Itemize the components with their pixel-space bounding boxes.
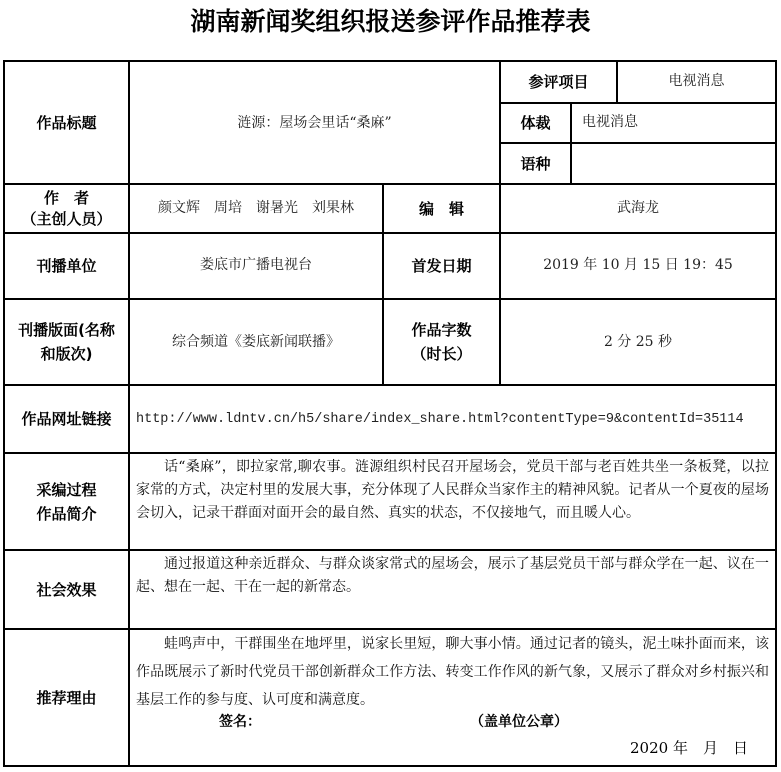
authors-value: 颜文辉 周培 谢暑光 刘果林 (128, 183, 384, 234)
first-release-date-value: 2019 年 10 月 15 日 19：45 (499, 232, 777, 300)
edition-value: 综合频道《娄底新闻联播》 (128, 298, 384, 386)
url-link[interactable]: http://www.ldntv.cn/h5/share/index_share.html?contentType=9&contentId=35114 (136, 411, 744, 427)
recommendation-date: 2020 年 月 日 (630, 739, 748, 757)
genre-label: 体裁 (499, 102, 572, 144)
editor-label: 编 辑 (382, 183, 501, 234)
process-label: 采编过程 作品简介 (3, 452, 130, 551)
process-value: 话“桑麻”，即拉家常,聊农事。涟源组织村民召开屋场会，党员干部与老百姓共坐一条板凳，以拉家常的方式，决定村里的发展大事，充分体现了人民群众当家作主的精神风貌。记者从一个夏夜的屋场会切入，记录干群面对面开会的最自然、真实的状态，不仅接地气，而且暖人心。 (128, 452, 777, 551)
recommendation-label: 推荐理由 (3, 628, 130, 767)
editor-value: 武海龙 (499, 183, 777, 234)
work-title-value: 涟源：屋场会里话“桑麻” (128, 60, 501, 185)
first-release-date-label: 首发日期 (382, 232, 501, 300)
url-value[interactable] (128, 384, 777, 454)
entry-category-label: 参评项目 (499, 60, 618, 104)
language-label: 语种 (499, 142, 572, 185)
work-title-label: 作品标题 (3, 60, 130, 185)
length-value: 2 分 25 秒 (499, 298, 777, 386)
publisher-label: 刊播单位 (3, 232, 130, 300)
genre-value: 电视消息 (570, 102, 777, 144)
recommendation-value: 蛙鸣声中，干群围坐在地坪里，说家长里短，聊大事小情。通过记者的镜头，泥土味扑面而来，该作品既展示了新时代党员干部创新群众工作方法、转变工作作风的新气象，又展示了群众对乡村振兴和基层工作的参与度、认可度和满意度。 (128, 628, 777, 767)
social-effect-value: 通过报道这种亲近群众、与群众谈家常式的屋场会，展示了基层党员干部与群众学在一起、议在一起、想在一起、干在一起的新常态。 (128, 549, 777, 630)
document-title: 湖南新闻奖组织报送参评作品推荐表 (190, 7, 591, 36)
entry-category-value: 电视消息 (616, 60, 777, 104)
edition-label: 刊播版面(名称 和版次) (3, 298, 130, 386)
authors-label: 作 者 （主创人员） (3, 183, 130, 234)
social-effect-label: 社会效果 (3, 549, 130, 630)
length-label: 作品字数 （时长） (382, 298, 501, 386)
language-value (570, 142, 777, 185)
publisher-value: 娄底市广播电视台 (128, 232, 384, 300)
seal-label: （盖单位公章） (470, 714, 568, 730)
signature-label: 签名： (219, 714, 261, 730)
url-label: 作品网址链接 (3, 384, 130, 454)
